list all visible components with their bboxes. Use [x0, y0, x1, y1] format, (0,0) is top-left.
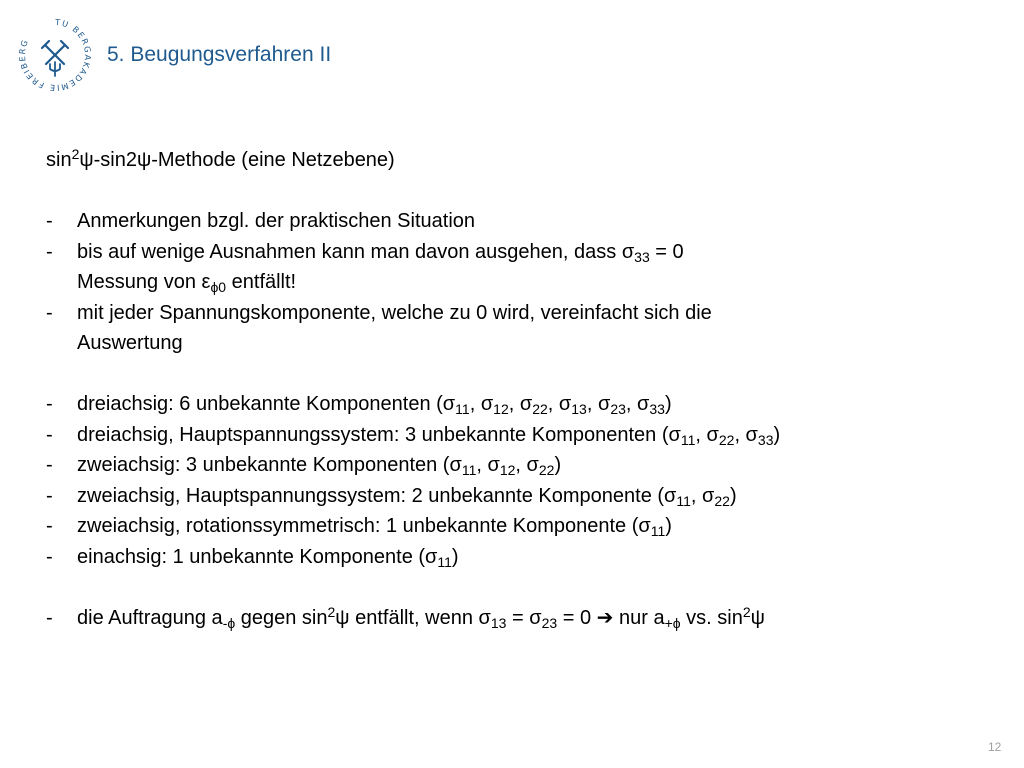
trident-icon	[50, 62, 60, 76]
hammer-and-pick-icon	[42, 41, 68, 64]
university-logo	[14, 14, 96, 96]
slide-title: 5. Beugungsverfahren II	[107, 43, 332, 66]
logo-text: TU BERGAKADEMIE FREIBERG	[16, 16, 94, 94]
page-number: 12	[988, 740, 1002, 754]
arrow-right-icon: ➔	[596, 606, 614, 629]
